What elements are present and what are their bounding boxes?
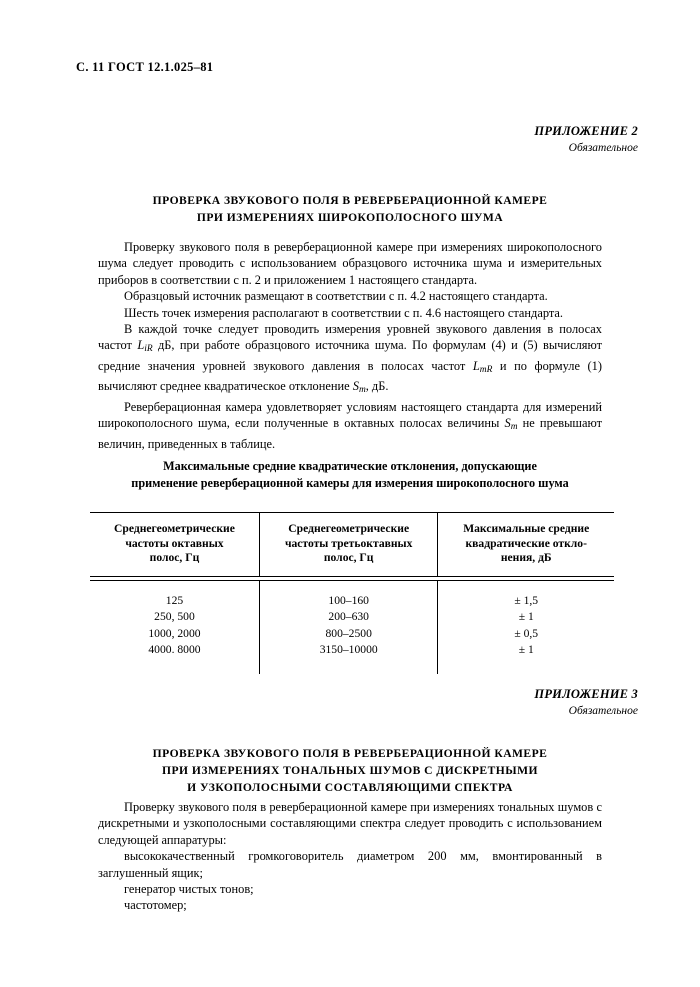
- deviation-table-wrapper: [90, 512, 614, 674]
- paragraph-4-text-2: дБ, при работе образцового источника шума. По формулам (4) и (5) вычисляют средние значения уровней звукового давления в полосах частот: [98, 338, 602, 373]
- header-third-octave-line-1: Среднегеометрические: [288, 522, 410, 535]
- table-row: 4000. 8000: [148, 643, 201, 656]
- section-2-body: [98, 799, 602, 914]
- table-row: 1000, 2000: [148, 626, 201, 640]
- appendix-2-title: ПРИЛОЖЕНИЕ 2: [534, 124, 638, 138]
- table-row: 800–2500: [325, 626, 372, 640]
- section-1-body: [98, 239, 602, 452]
- section-1-paragraph-2: Образцовый источник размещают в соответствии с п. 4.2 настоящего стандарта.: [124, 289, 548, 304]
- table-header-third-octave: [259, 513, 438, 576]
- paragraph-5-text-2: не превышают величин, приведенных в таблице.: [98, 416, 602, 451]
- table-row: 3150–10000: [319, 643, 378, 656]
- table-header-octave: [90, 513, 259, 576]
- paragraph-4-text-4: , дБ.: [365, 379, 389, 394]
- appendix-3-subtitle: Обязательное: [568, 704, 638, 717]
- table-caption-line-1: Максимальные средние квадратические отклонения, допускающие: [163, 459, 537, 473]
- header-octave-line-1: Среднегеометрические: [114, 522, 235, 535]
- table-row: 100–160: [328, 593, 369, 607]
- paragraph-4-text-1: В каждой точке следует проводить измерения уровней звукового давления в полосах частот: [98, 322, 602, 353]
- table-caption: [70, 458, 630, 492]
- section-1-title-line-2: ПРИ ИЗМЕРЕНИЯХ ШИРОКОПОЛОСНОГО ШУМА: [196, 210, 504, 224]
- variable-s-m-1: [352, 379, 366, 396]
- header-third-octave-line-3: полос, Гц: [323, 551, 374, 565]
- table-body-spacer-bottom: [90, 658, 614, 674]
- section-1-paragraph-4: [98, 321, 602, 399]
- table-head: [90, 513, 614, 576]
- table-body-spacer-top: [90, 581, 614, 593]
- section-1-paragraph-5: [98, 399, 602, 452]
- section-2-item-1: высококачественный громкоговоритель диаметром 200 мм, вмонтированный в заглушенный ящик;: [98, 849, 602, 880]
- table-body: [90, 576, 614, 675]
- header-deviation-line-2: квадратические откло-: [465, 536, 587, 550]
- table-column-octave: [90, 593, 259, 659]
- section-1-paragraph-3: Шесть точек измерения располагают в соответствии с п. 4.6 настоящего стандарта.: [124, 305, 564, 320]
- section-2-paragraph-1: Проверку звукового поля в реверберационной камере при измерениях тональных шумов с дискретными и узкополосными составляющими спектра следует проводить с использованием следующей аппаратуры:: [98, 800, 602, 847]
- spacer-cell-octave: [90, 581, 259, 593]
- section-2-item-3: частотомер;: [124, 898, 187, 913]
- section-2-item-2: генератор чистых тонов;: [124, 882, 254, 897]
- paragraph-5-text-1: Реверберационная камера удовлетворяет условиям настоящего стандарта для измерений широкополосного шума, если полученные в октавных полосах величины: [98, 399, 602, 431]
- variable-s-m-1-subscript: m: [358, 385, 366, 396]
- deviation-table: [90, 513, 614, 674]
- variable-l-mr-base: L: [472, 358, 480, 373]
- table-column-third-octave: [259, 593, 438, 659]
- variable-l-mr: [473, 359, 492, 373]
- table-data-rows: [90, 593, 614, 659]
- variable-s-m-2-subscript: m: [510, 422, 518, 433]
- table-caption-line-2: применение реверберационной камеры для измерения широкополосного шума: [131, 476, 569, 490]
- header-third-octave-line-2: частоты третьоктавных: [284, 536, 413, 550]
- variable-l-ir-subscript: iR: [144, 344, 153, 355]
- section-1-title: [70, 193, 630, 227]
- table-row: 125: [165, 593, 184, 607]
- spacer-cell-deviation: [438, 581, 614, 593]
- section-2-title: [70, 746, 630, 796]
- table-column-deviation: [438, 593, 614, 659]
- variable-s-m-2: [504, 416, 518, 433]
- section-2-title-line-1: ПРОВЕРКА ЗВУКОВОГО ПОЛЯ В РЕВЕРБЕРАЦИОННОЙ КАМЕРЕ: [152, 747, 548, 760]
- variable-l-mr-subscript: mR: [479, 364, 493, 375]
- table-row: ± 1: [518, 643, 534, 656]
- section-2-title-line-2: ПРИ ИЗМЕРЕНИЯХ ТОНАЛЬНЫХ ШУМОВ С ДИСКРЕТНЫМИ: [162, 763, 538, 777]
- variable-s-m-2-base: S: [504, 416, 511, 431]
- spacer-cell-third-octave: [259, 581, 438, 593]
- section-1-title-line-1: ПРОВЕРКА ЗВУКОВОГО ПОЛЯ В РЕВЕРБЕРАЦИОННОЙ КАМЕРЕ: [152, 194, 548, 207]
- table-row: ± 0,5: [514, 626, 539, 640]
- header-deviation-line-3: нения, дБ: [500, 551, 552, 565]
- appendix-2-mark: [534, 124, 638, 155]
- section-1-paragraph-1: Проверку звукового поля в реверберационной камере при измерениях широкополосного шума следует проводить с использованием образцового источника шума и измерительных приборов в соответствии с п. 2 и приложением 1 настоящего стандарта.: [98, 240, 602, 287]
- variable-s-m-1-base: S: [352, 379, 359, 394]
- bottom-spacer-cell-deviation: [438, 658, 614, 674]
- header-deviation-line-1: Максимальные средние: [463, 522, 590, 535]
- bottom-spacer-cell-octave: [90, 658, 259, 674]
- table-row: ± 1: [518, 610, 534, 624]
- section-2-title-line-3: И УЗКОПОЛОСНЫМИ СОСТАВЛЯЮЩИМИ СПЕКТРА: [187, 780, 513, 794]
- table-row: 200–630: [328, 610, 369, 624]
- table-header-row: [90, 513, 614, 576]
- paragraph-4-text-3: и по формуле (1) вычисляют среднее квадратическое отклонение: [98, 358, 602, 394]
- appendix-3-mark: [534, 687, 638, 718]
- header-octave-line-2: частоты октавных: [125, 536, 224, 550]
- variable-l-ir: [137, 338, 153, 355]
- variable-l-ir-base: L: [137, 338, 145, 353]
- bottom-spacer-cell-third-octave: [259, 658, 438, 674]
- table-row: ± 1,5: [514, 593, 539, 607]
- table-row: 250, 500: [154, 610, 195, 624]
- appendix-2-subtitle: Обязательное: [568, 141, 638, 154]
- header-octave-line-3: полос, Гц: [149, 551, 200, 565]
- appendix-3-title: ПРИЛОЖЕНИЕ 3: [534, 687, 638, 701]
- page-running-header: С. 11 ГОСТ 12.1.025–81: [76, 60, 214, 74]
- table-header-deviation: [438, 513, 614, 576]
